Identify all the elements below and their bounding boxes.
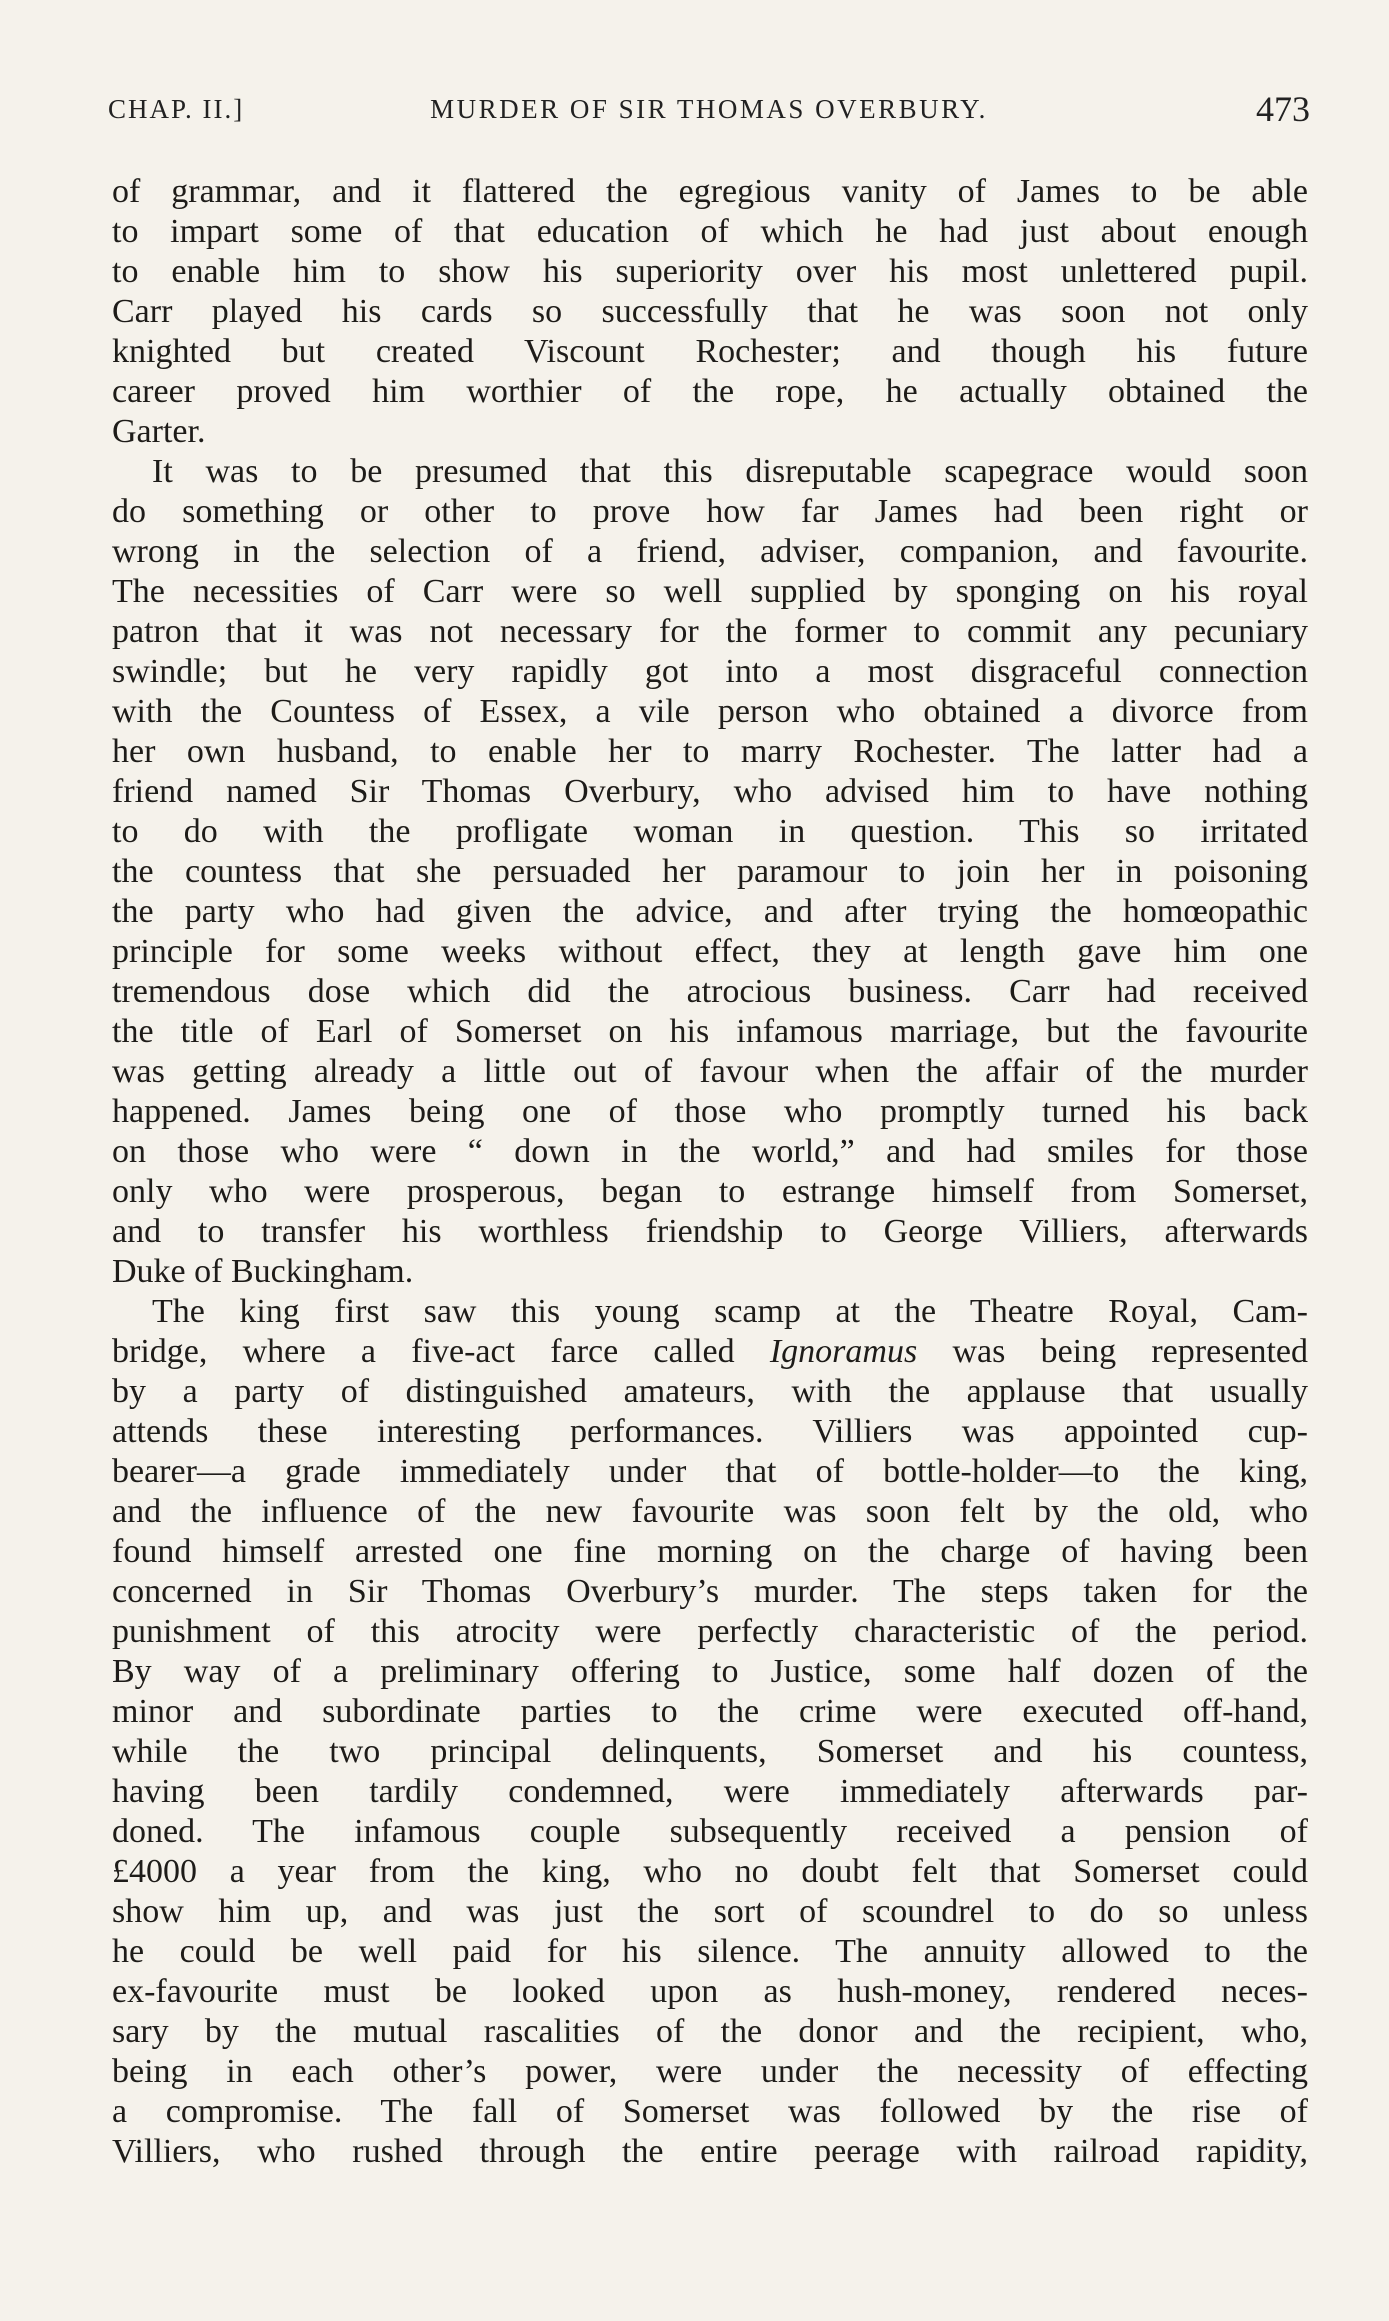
running-head — [108, 88, 1310, 138]
text-line: bearer—a grade immediately under that of bottle-holder—to the king, — [112, 1453, 1308, 1490]
text-line: found himself arrested one fine morning on the charge of having been — [112, 1533, 1308, 1570]
text-line: wrong in the selection of a friend, adviser, companion, and favourite. — [112, 533, 1308, 570]
text-line: sary by the mutual rascalities of the donor and the recipient, who, — [112, 2013, 1308, 2050]
text-line: show him up, and was just the sort of scoundrel to do so unless — [112, 1893, 1308, 1930]
text-line: the party who had given the advice, and after trying the homœopathic — [112, 893, 1308, 930]
paragraph-start-line: The king first saw this young scamp at the Theatre Royal, Cam- — [152, 1293, 1308, 1330]
text-line: friend named Sir Thomas Overbury, who advised him to have nothing — [112, 773, 1308, 810]
text-line: and to transfer his worthless friendship to George Villiers, afterwards — [112, 1213, 1308, 1250]
page-number: 473 — [1256, 89, 1310, 129]
text-line: while the two principal delinquents, Somerset and his countess, — [112, 1733, 1308, 1770]
text-line: a compromise. The fall of Somerset was followed by the rise of — [112, 2093, 1308, 2130]
running-title: MURDER OF SIR THOMAS OVERBURY. — [430, 94, 988, 124]
text-line: punishment of this atrocity were perfectly characteristic of the period. — [112, 1613, 1308, 1650]
text-line: he could be well paid for his silence. The annuity allowed to the — [112, 1933, 1308, 1970]
text-line: being in each other’s power, were under the necessity of effecting — [112, 2053, 1308, 2090]
body-text — [112, 172, 1308, 2172]
text-line: and the influence of the new favourite was soon felt by the old, who — [112, 1493, 1308, 1530]
text-line: tremendous dose which did the atrocious business. Carr had received — [112, 973, 1308, 1010]
text-line: ex-favourite must be looked upon as hush-money, rendered neces- — [112, 1973, 1308, 2010]
text-fragment: where a five-act farce called — [242, 1333, 735, 1370]
text-line: the countess that she persuaded her paramour to join her in poisoning — [112, 853, 1308, 890]
text-line: £4000 a year from the king, who no doubt felt that Somerset could — [112, 1853, 1308, 1890]
text-line: Villiers, who rushed through the entire peerage with railroad rapidity, — [112, 2133, 1308, 2170]
text-line: minor and subordinate parties to the crime were executed off-hand, — [112, 1693, 1308, 1730]
text-fragment: bridge, — [112, 1333, 208, 1370]
text-line: swindle; but he very rapidly got into a most disgraceful connection — [112, 653, 1308, 690]
text-line-with-italic — [112, 1332, 1308, 1372]
text-line: to impart some of that education of which he had just about enough — [112, 213, 1308, 250]
text-line: Duke of Buckingham. — [112, 1253, 414, 1290]
text-line: was getting already a little out of favour when the affair of the murder — [112, 1053, 1308, 1090]
text-line: By way of a preliminary offering to Justice, some half dozen of the — [112, 1653, 1308, 1690]
text-line: Carr played his cards so successfully that he was soon not only — [112, 293, 1308, 330]
text-line: do something or other to prove how far James had been right or — [112, 493, 1308, 530]
text-line: knighted but created Viscount Rochester; and though his future — [112, 333, 1308, 370]
text-line: of grammar, and it flattered the egregious vanity of James to be able — [112, 173, 1308, 210]
text-line: attends these interesting performances. Villiers was appointed cup- — [112, 1413, 1308, 1450]
text-line: doned. The infamous couple subsequently received a pension of — [112, 1813, 1308, 1850]
text-line: happened. James being one of those who promptly turned his back — [112, 1093, 1308, 1130]
text-line: her own husband, to enable her to marry Rochester. The latter had a — [112, 733, 1308, 770]
text-line: concerned in Sir Thomas Overbury’s murder. The steps taken for the — [112, 1573, 1308, 1610]
text-fragment: was being represented — [952, 1333, 1308, 1370]
text-line: Garter. — [112, 413, 206, 450]
chapter-label: CHAP. II.] — [108, 94, 245, 124]
text-line: on those who were “ down in the world,” and had smiles for those — [112, 1133, 1308, 1170]
italic-title: Ignoramus — [769, 1333, 918, 1370]
text-line: having been tardily condemned, were immediately afterwards par- — [112, 1773, 1308, 1810]
text-line: with the Countess of Essex, a vile person who obtained a divorce from — [112, 693, 1308, 730]
text-line: the title of Earl of Somerset on his infamous marriage, but the favourite — [112, 1013, 1308, 1050]
text-line: to do with the profligate woman in question. This so irritated — [112, 813, 1308, 850]
text-line: to enable him to show his superiority over his most unlettered pupil. — [112, 253, 1308, 290]
paragraph-start-line: It was to be presumed that this disreputable scapegrace would soon — [152, 453, 1308, 490]
text-line: principle for some weeks without effect, they at length gave him one — [112, 933, 1308, 970]
text-line: patron that it was not necessary for the former to commit any pecuniary — [112, 613, 1308, 650]
text-line: only who were prosperous, began to estrange himself from Somerset, — [112, 1173, 1308, 1210]
text-line: career proved him worthier of the rope, he actually obtained the — [112, 373, 1308, 410]
text-line: The necessities of Carr were so well supplied by sponging on his royal — [112, 573, 1308, 610]
text-line: by a party of distinguished amateurs, with the applause that usually — [112, 1373, 1308, 1410]
